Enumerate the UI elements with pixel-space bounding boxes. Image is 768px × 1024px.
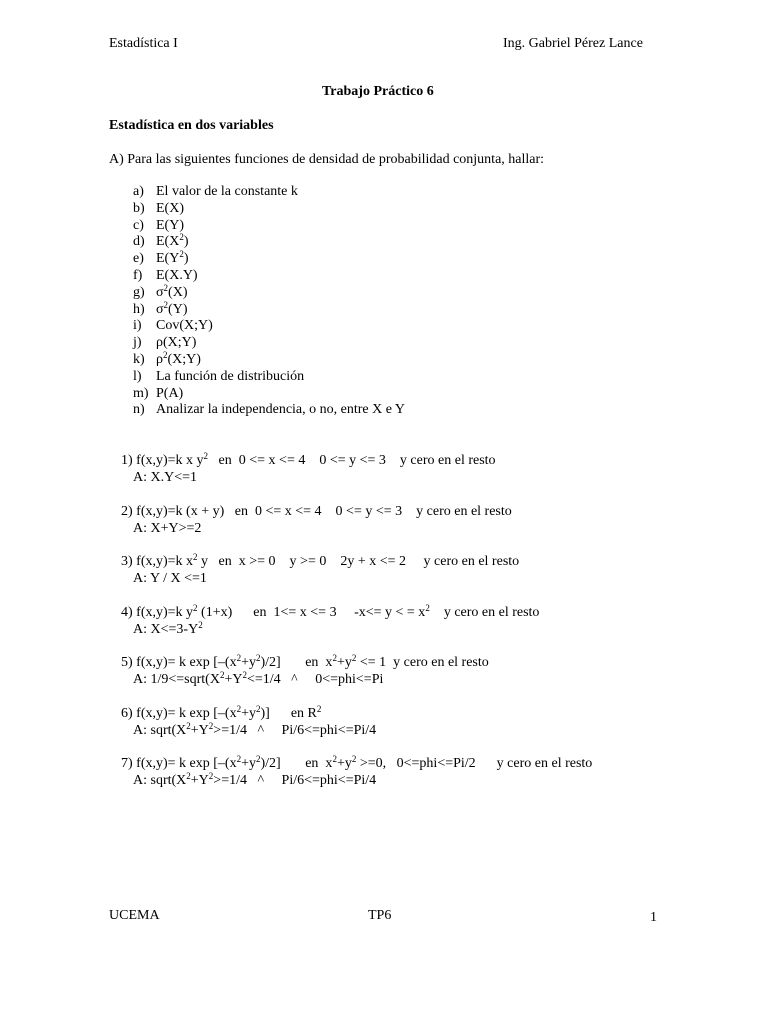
- list-item: [133, 217, 184, 234]
- list-item-text: E(X): [156, 200, 184, 216]
- list-item: [133, 301, 187, 318]
- problem-statement: 6) f(x,y)= k $\exp [-(x^2+y^2)]$ en $R^2$: [121, 703, 322, 721]
- list-item-text: El valor de la constante k: [156, 184, 298, 199]
- list-item-text: ρ(X;Y): [156, 335, 197, 351]
- list-item-text: $E(Y^2)$: [156, 249, 189, 267]
- problem-event: A: X.Y<=1: [133, 470, 198, 485]
- problem-statement: 4) f(x,y)=k $y^2$ (1+x) en 1<= x <= 3 -x<= y < = $x^2$ y cero en el resto: [121, 602, 540, 620]
- list-item-letter: g): [133, 284, 145, 300]
- list-item-text: P(A): [156, 385, 184, 401]
- list-item: [133, 334, 196, 351]
- list-item-text: $\sigma^2(X)$: [156, 282, 188, 300]
- list-item-text: La función de distribución: [156, 368, 305, 384]
- list-item-letter: c): [133, 217, 144, 233]
- problem-statement: 7) f(x,y)= k $\exp [-(x^2+y^2)/2]$ en $x^2+y^2 >=0$, 0<=phi<=Pi/2 y cero en el resto: [121, 754, 593, 771]
- list-item-letter: k): [133, 352, 145, 367]
- list-item: [133, 250, 189, 267]
- problem-event: A: $1/9<=sqrt(X^2+Y^2<=1/4$ ^ 0<=phi<=Pi: [133, 670, 384, 687]
- list-item-letter: m): [133, 385, 149, 401]
- list-item: [133, 385, 183, 402]
- footer-institution: UCEMA: [109, 908, 160, 923]
- problem-event: A: $X<=3-Y^2$: [133, 619, 203, 637]
- problem-event: A: $sqrt(X^2+Y^2>=1/4$ ^ Pi/6<=phi<=Pi/4: [133, 771, 377, 788]
- problem-statement: 5) f(x,y)= k $\exp [-(x^2+y^2)/2]$ en $x^2+y^2 <= 1$ y cero en el resto: [121, 653, 489, 670]
- list-item: [133, 317, 213, 334]
- list-item: [133, 368, 304, 385]
- list-item: [133, 183, 298, 200]
- list-item-letter: n): [133, 402, 145, 418]
- header-author: Ing. Gabriel Pérez Lance: [503, 36, 643, 51]
- list-item-text: $\rho^2(X;Y)$: [156, 350, 201, 367]
- list-item: [133, 200, 184, 217]
- problem-event: A: Y / X <=1: [133, 571, 207, 586]
- list-item-text: E(Y): [156, 217, 184, 233]
- problem-event: A: $sqrt(X^2+Y^2>=1/4$ ^ Pi/6<=phi<=Pi/4: [133, 720, 377, 738]
- problem-event: A: X+Y>=2: [133, 520, 202, 536]
- list-item-text: E(X.Y): [156, 268, 198, 283]
- list-item-letter: b): [133, 200, 145, 216]
- list-item-text: Cov(X;Y): [156, 318, 213, 334]
- header-course: Estadística I: [109, 36, 178, 51]
- list-item-letter: i): [133, 318, 142, 334]
- list-item: [133, 233, 189, 250]
- list-item-letter: a): [133, 184, 144, 199]
- page-number: 1: [650, 910, 657, 925]
- list-item-text: Analizar la independencia, o no, entre X e Y: [156, 402, 406, 418]
- list-item-letter: d): [133, 234, 145, 250]
- list-item: [133, 267, 198, 284]
- problem-statement: 3) f(x,y)=k $x^2$ y en x >= 0 y >= 0 2y + x <= 2 y cero en el resto: [121, 552, 520, 569]
- list-item-letter: e): [133, 251, 144, 267]
- section-title: Estadística en dos variables: [109, 118, 274, 133]
- list-item-letter: j): [133, 335, 142, 351]
- problem-statement: 1) f(x,y)=k x $y^2$ en 0 <= x <= 4 0 <= y <= 3 y cero en el resto: [121, 451, 496, 468]
- intro-text: A) Para las siguientes funciones de densidad de probabilidad conjunta, hallar:: [109, 152, 545, 167]
- list-item-letter: l): [133, 368, 142, 384]
- list-item: [133, 284, 187, 301]
- document-title: Trabajo Práctico 6: [322, 84, 434, 99]
- list-item: [133, 401, 405, 418]
- list-item-letter: h): [133, 301, 145, 317]
- problem-statement: 2) f(x,y)=k (x + y) en 0 <= x <= 4 0 <= y <= 3 y cero en el resto: [121, 503, 512, 519]
- list-item-text: $E(X^2)$: [156, 232, 189, 250]
- list-item: [133, 351, 201, 368]
- list-item-letter: f): [133, 268, 143, 283]
- list-item-text: $\sigma^2(Y)$: [156, 299, 188, 317]
- footer-doc-code: TP6: [368, 908, 392, 923]
